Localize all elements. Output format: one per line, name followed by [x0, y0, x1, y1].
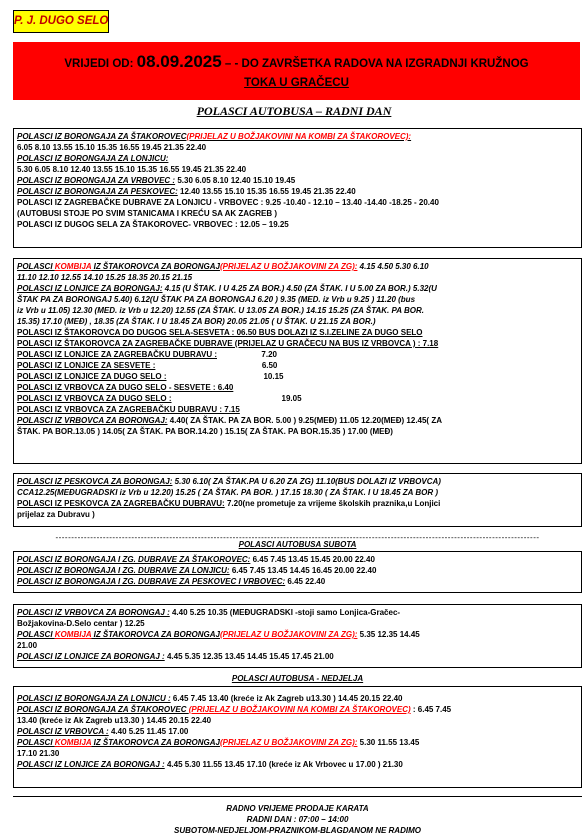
schedule-line: POLASCI IZ BORONGAJA ZA ŠTAKOROVEC (PRIJELAZ U BOŽJAKOVINI NA KOMBI ZA ŠTAKOROVEC) : 6.45 7.45 — [17, 705, 452, 714]
schedule-line: POLASCI IZ LONJICE ZA DUGO SELO : 10.15 — [17, 372, 284, 381]
schedule-line: POLASCI IZ ŠTAKOROVCA ZA ZAGREBAČKE DUBRAVE (PRIJELAZ U GRAČECU NA BUS IZ VRBOVCA ) : 7.18 — [17, 339, 439, 348]
schedule-line: POLASCI IZ VRBOVCA ZA BORONGAJ : 4.40 5.25 10.35 (MEĐUGRADSKI -stoji samo Lonjica-Gračec- — [17, 608, 401, 617]
schedule-line: POLASCI IZ BORONGAJA ZA ŠTAKOROVEC(PRIJELAZ U BOŽJAKOVINI NA KOMBI ZA ŠTAKOROVEC): — [17, 132, 412, 141]
workday-departures-borongaj — [13, 128, 582, 248]
schedule-line: POLASCI IZ DUGOG SELA ZA ŠTAKOROVEC- VRBOVEC : 12.05 – 19.25 — [17, 220, 289, 229]
schedule-line: POLASCI IZ BORONGAJA ZA LONJICU : 6.45 7.45 13.40 (kreće iz Ak Zagreb u13.30 ) 14.45 20.15 22.40 — [17, 694, 403, 703]
schedule-line: POLASCI IZ BORONGAJA I ZG. DUBRAVE ZA PESKOVEC I VRBOVEC: 6.45 22.40 — [17, 577, 326, 586]
sunday-heading — [13, 673, 582, 684]
schedule-line: POLASCI IZ PESKOVCA ZA BORONGAJ: 5.30 6.10( ZA ŠTAK.PA U 6.20 ZA ZG) 11.10(BUS DOLAZI IZ VRBOVCA) — [17, 477, 441, 486]
schedule-line: 6.05 8.10 13.55 15.10 15.35 16.55 19.45 21.35 22.40 — [17, 143, 207, 152]
station-title: P. J. DUGO SELO — [13, 10, 109, 33]
schedule-line: POLASCI KOMBIJA IZ ŠTAKOROVCA ZA BORONGAJ(PRIJELAZ U BOŽJAKOVINI ZA ZG): 5.30 11.55 13.45 — [17, 738, 420, 747]
footer-workday-hours: RADNI DAN : 07:00 – 14:00 — [246, 815, 349, 824]
banner-date: 08.09.2025 — [136, 52, 222, 71]
schedule-line: POLASCI IZ LONJICE ZA BORONGAJ: 4.15 (U ŠTAK. I U 4.25 ZA BOR.) 4.50 (ZA ŠTAK. I U 5.00 ZA BOR.) 5.32(U — [17, 284, 437, 293]
validity-banner — [13, 42, 580, 100]
schedule-line: ŠTAK. PA BOR.13.05 ) 14.05( ZA ŠTAK. PA BOR.14.20 ) 15.15( ZA ŠTAK. PA BOR.15.35 ) 17.00 (MEĐ) — [17, 427, 393, 436]
banner-line-1: VRIJEDI OD: 08.09.2025 – - DO ZAVRŠETKA RADOVA NA IZGRADNJI KRUŽNOG — [64, 52, 529, 71]
schedule-line: CCA12.25(MEĐUGRADSKI iz Vrb u 12.20) 15.25 ( ZA ŠTAK. PA BOR. ) 17.15 18.30 ( ZA ŠTAK. I U 18.45 ZA BOR ) — [17, 488, 438, 497]
sunday-title: POLASCI AUTOBUSA - NEDJELJA — [231, 674, 364, 683]
schedule-line: POLASCI KOMBIJA IZ ŠTAKOROVCA ZA BORONGAJ(PRIJELAZ U BOŽJAKOVINI ZA ZG): 4.15 4.50 5.30 6.10 — [17, 262, 429, 271]
sunday-departures — [13, 686, 582, 788]
schedule-line: ŠTAK PA ZA BORONGAJ 5.40) 6.12(U ŠTAK PA ZA BORONGAJ 6.20 ) 9.35 (MED. iz Vrb u 9.25 ) 11.20 (bus — [17, 295, 416, 304]
section-divider: --------------------------------------------------------------------------------------------------------------------------------------------------------- — [55, 534, 540, 542]
ticket-office-hours — [13, 796, 582, 840]
saturday-departures-to-borongaj — [13, 604, 582, 668]
schedule-line: POLASCI IZ ZAGREBAČKE DUBRAVE ZA LONJICU - VRBOVEC : 9.25 -10.40 - 12.10 – 13.40 -14.40 -18.25 - 20.40 — [17, 198, 439, 207]
footer-closed-days: SUBOTOM-NEDJELJOM-PRAZNIKOM-BLAGDANOM NE RADIMO — [174, 826, 421, 835]
schedule-line: prijelaz za Dubravu ) — [17, 510, 95, 519]
schedule-line: POLASCI IZ LONJICE ZA SESVETE : 6.50 — [17, 361, 278, 370]
schedule-line: (AUTOBUSI STOJE PO SVIM STANICAMA I KREĆU SA AK ZAGREB ) — [17, 209, 278, 218]
banner-line-2: TOKA U GRAČECU — [244, 77, 349, 89]
schedule-line: POLASCI IZ VRBOVCA ZA DUGO SELO - SESVETE : 6.40 — [17, 383, 234, 392]
workday-subtitle: POLASCI AUTOBUSA – RADNI DAN — [196, 104, 392, 118]
schedule-line: POLASCI IZ VRBOVCA ZA ZAGREBAČKU DUBRAVU : 7.15 — [17, 405, 240, 414]
schedule-line: Božjakovina-D.Selo centar ) 12.25 — [17, 619, 145, 628]
saturday-title: POLASCI AUTOBUSA SUBOTA — [238, 540, 357, 549]
schedule-line: POLASCI IZ LONJICE ZA ZAGREBAČKU DUBRAVU : 7.20 — [17, 350, 277, 359]
footer-heading: RADNO VRIJEME PRODAJE KARATA — [226, 804, 369, 813]
schedule-line: POLASCI IZ LONJICE ZA BORONGAJ : 4.45 5.30 11.55 13.45 17.10 (kreće iz Ak Vrbovec u 17.00 ) 21.30 — [17, 760, 403, 769]
schedule-line: POLASCI IZ BORONGAJA ZA LONJICU: — [17, 154, 169, 163]
schedule-line: iz Vrb u 11.05) 12.30 (MED. iz Vrb u 12.20) 12.55 (ZA ŠTAK. U 13.05 ZA BOR.) 14.15 15.25 (ZA ŠTAK. PA BOR. — [17, 306, 424, 315]
schedule-line: POLASCI IZ LONJICE ZA BORONGAJ : 4.45 5.35 12.35 13.45 14.45 15.45 17.45 21.00 — [17, 652, 334, 661]
schedule-line: 21.00 — [17, 641, 38, 650]
schedule-line: POLASCI IZ VRBOVCA ZA DUGO SELO : 19.05 — [17, 394, 302, 403]
schedule-line: 13.40 (kreće iz Ak Zagreb u13.30 ) 14.45 20.15 22.40 — [17, 716, 212, 725]
schedule-line: POLASCI IZ ŠTAKOROVCA DO DUGOG SELA-SESVETA : 06.50 BUS DOLAZI IZ S.I.ZELINE ZA DUGO SELO — [17, 328, 423, 337]
schedule-line: 17.10 21.30 — [17, 749, 60, 758]
schedule-line: POLASCI IZ BORONGAJA I ZG. DUBRAVE ZA ŠTAKOROVEC: 6.45 7.45 13.45 15.45 20.00 22.40 — [17, 555, 375, 564]
schedule-line: POLASCI IZ BORONGAJA ZA PESKOVEC: 12.40 13.55 15.10 15.35 16.55 19.45 21.35 22.40 — [17, 187, 356, 196]
workday-departures-to-borongaj — [13, 258, 582, 464]
workday-departures-peskovec — [13, 473, 582, 527]
schedule-line: POLASCI IZ VRBOVCA ZA BORONGAJ: 4.40( ZA ŠTAK. PA ZA BOR. 5.00 ) 9.25(MEĐ) 11.05 12.20(MEĐ) 12.45( ZA — [17, 416, 442, 425]
saturday-departures-borongaj — [13, 551, 582, 593]
schedule-line: 5.30 6.05 8.10 12.40 13.55 15.10 15.35 16.55 19.45 21.35 22.40 — [17, 165, 247, 174]
schedule-line: POLASCI IZ BORONGAJA I ZG. DUBRAVE ZA LONJICU: 6.45 7.45 13.45 14.45 16.45 20.00 22.40 — [17, 566, 377, 575]
schedule-line: POLASCI IZ PESKOVCA ZA ZAGREBAČKU DUBRAVU: 7.20(ne prometuje za vrijeme školskih praznika,u Lonjici — [17, 499, 441, 508]
schedule-line: POLASCI IZ BORONGAJA ZA VRBOVEC : 5.30 6.05 8.10 12.40 15.10 19.45 — [17, 176, 296, 185]
saturday-heading — [13, 539, 582, 550]
schedule-line: POLASCI IZ VRBOVCA : 4.40 5.25 11.45 17.00 — [17, 727, 189, 736]
schedule-line: 15.35) 17.10 (MEĐ) , 18.35 (ZA ŠTAK. I U 18.45 ZA BOR) 20.05 21.05 ( U ŠTAK. U 21.15 ZA BOR.) — [17, 317, 376, 326]
schedule-line: 11.10 12.10 12.55 14.10 15.25 18.35 20.15 21.15 — [17, 273, 193, 282]
schedule-line: POLASCI KOMBIJA IZ ŠTAKOROVCA ZA BORONGAJ(PRIJELAZ U BOŽJAKOVINI ZA ZG): 5.35 12.35 14.45 — [17, 630, 420, 639]
